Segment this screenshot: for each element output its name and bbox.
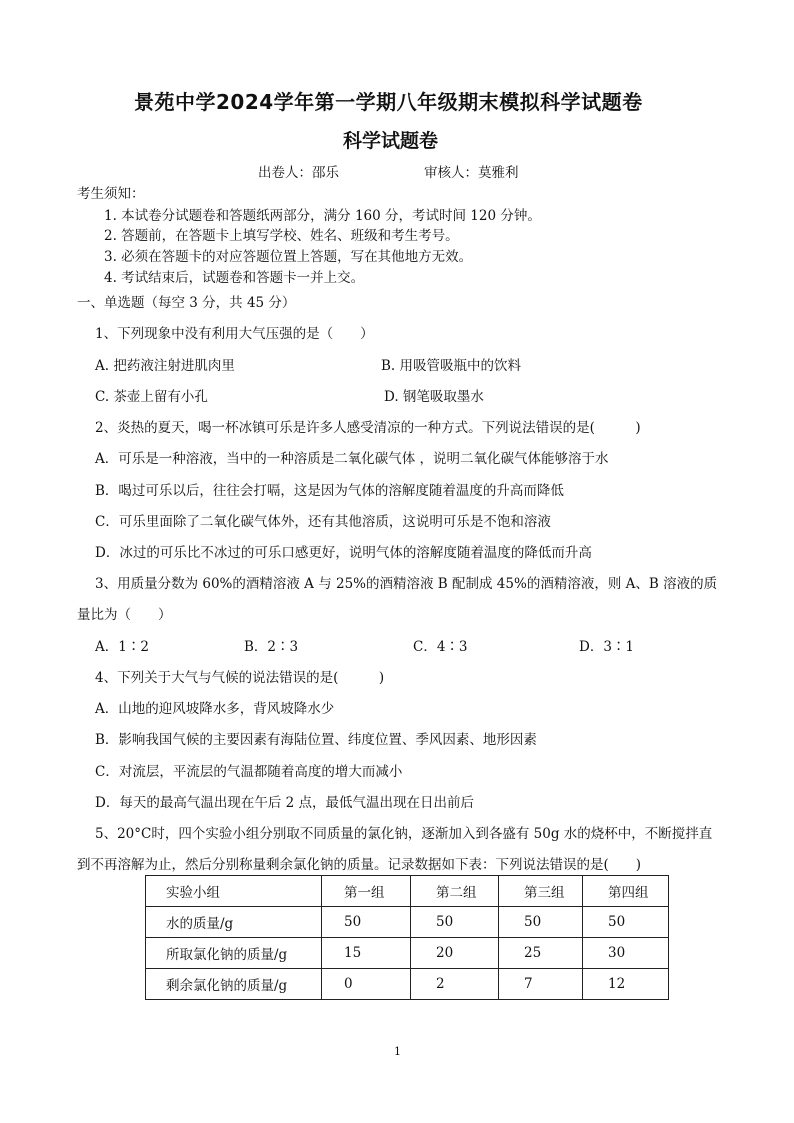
notice-item: 4. 考试结束后，试题卷和答题卡一并上交。 bbox=[104, 270, 365, 286]
page-title: 景苑中学2024学年第一学期八年级期末模拟科学试题卷 bbox=[134, 90, 643, 114]
table-header-cell: 实验小组 bbox=[146, 876, 322, 907]
table-row bbox=[146, 938, 669, 969]
table-header-cell: 第一组 bbox=[322, 876, 411, 907]
table-cell: 2 bbox=[411, 969, 499, 1000]
table-row bbox=[146, 969, 669, 1000]
page-number: 1 bbox=[394, 1045, 401, 1058]
section-heading: 一、单选题（每空 3 分，共 45 分） bbox=[77, 295, 296, 311]
question-4-option-d: D．每天的最高气温出现在午后 2 点，最低气温出现在日出前后 bbox=[95, 795, 474, 811]
reviewer-line: 审核人：莫雅利 bbox=[424, 165, 519, 181]
page-subtitle: 科学试题卷 bbox=[343, 130, 439, 152]
question-3-stem: 3、用质量分数为 60%的酒精溶液 A 与 25%的酒精溶液 B 配制成 45%的酒精溶液，则 A、B 溶液的质 bbox=[95, 576, 718, 592]
question-1-option-c: C. 茶壶上留有小孔 bbox=[95, 389, 208, 405]
notice-item: 1. 本试卷分试题卷和答题纸两部分，满分 160 分，考试时间 120 分钟。 bbox=[104, 208, 541, 224]
table-header-cell: 第四组 bbox=[583, 876, 669, 907]
question-2-option-c: C．可乐里面除了二氧化碳气体外，还有其他溶质，这说明可乐是不饱和溶液 bbox=[95, 514, 551, 530]
table-cell: 50 bbox=[499, 907, 583, 938]
table-cell: 25 bbox=[499, 938, 583, 969]
table-cell: 15 bbox=[322, 938, 411, 969]
question-4-option-b: B．影响我国气候的主要因素有海陆位置、纬度位置、季风因素、地形因素 bbox=[95, 732, 537, 748]
table-cell: 7 bbox=[499, 969, 583, 1000]
author-line: 出卷人：邵乐 bbox=[258, 165, 339, 181]
question-4-stem: 4、下列关于大气与气候的说法错误的是( ) bbox=[95, 670, 385, 686]
question-3-stem-cont: 量比为（ ） bbox=[77, 607, 172, 623]
question-3-option-b: B．2∶3 bbox=[244, 639, 299, 655]
table-header-cell: 第三组 bbox=[499, 876, 583, 907]
table-cell: 50 bbox=[411, 907, 499, 938]
question-3-option-d: D．3∶1 bbox=[579, 639, 635, 655]
table-cell: 12 bbox=[583, 969, 669, 1000]
notice-item: 3. 必须在答题卡的对应答题位置上答题，写在其他地方无效。 bbox=[104, 249, 473, 265]
table-cell: 20 bbox=[411, 938, 499, 969]
question-4-option-c: C．对流层，平流层的气温都随着高度的增大而减小 bbox=[95, 764, 403, 780]
table-cell: 所取氯化钠的质量/g bbox=[146, 938, 322, 969]
question-1-option-b: B. 用吸管吸瓶中的饮料 bbox=[381, 358, 522, 374]
table-row bbox=[146, 907, 669, 938]
question-2-option-d: D．冰过的可乐比不冰过的可乐口感更好，说明气体的溶解度随着温度的降低而升高 bbox=[95, 545, 592, 561]
question-2-stem: 2、炎热的夏天，喝一杯冰镇可乐是许多人感受清凉的一种方式。下列说法错误的是( ) bbox=[95, 420, 641, 436]
table-header-row bbox=[146, 876, 669, 907]
question-5-stem-cont: 到不再溶解为止，然后分别称量剩余氯化钠的质量。记录数据如下表：下列说法错误的是( ) bbox=[77, 857, 642, 873]
table-cell: 水的质量/g bbox=[146, 907, 322, 938]
question-3-option-c: C．4∶3 bbox=[413, 639, 468, 655]
question-3-option-a: A．1∶2 bbox=[95, 639, 149, 655]
question-1-stem: 1、下列现象中没有利用大气压强的是（ ） bbox=[95, 326, 374, 342]
table-header-cell: 第二组 bbox=[411, 876, 499, 907]
question-2-option-b: B．喝过可乐以后，往往会打嗝，这是因为气体的溶解度随着温度的升高而降低 bbox=[95, 483, 564, 499]
experiment-table bbox=[145, 875, 669, 1000]
question-2-option-a: A．可乐是一种溶液，当中的一种溶质是二氧化碳气体 ，说明二氧化碳气体能够溶于水 bbox=[95, 451, 609, 467]
table-cell: 30 bbox=[583, 938, 669, 969]
question-5-stem: 5、20°C时，四个实验小组分别取不同质量的氯化钠，逐渐加入到各盛有 50g 水的烧杯中，不断搅拌直 bbox=[95, 826, 713, 842]
table-cell: 0 bbox=[322, 969, 411, 1000]
question-1-option-d: D. 钢笔吸取墨水 bbox=[384, 389, 484, 405]
question-1-option-a: A. 把药液注射进肌肉里 bbox=[95, 358, 235, 374]
table-cell: 剩余氯化钠的质量/g bbox=[146, 969, 322, 1000]
table-cell: 50 bbox=[322, 907, 411, 938]
table-cell: 50 bbox=[583, 907, 669, 938]
notice-heading: 考生须知： bbox=[77, 186, 145, 202]
notice-item: 2. 答题前，在答题卡上填写学校、姓名、班级和考生考号。 bbox=[104, 228, 459, 244]
question-4-option-a: A．山地的迎风坡降水多，背风坡降水少 bbox=[95, 701, 335, 717]
